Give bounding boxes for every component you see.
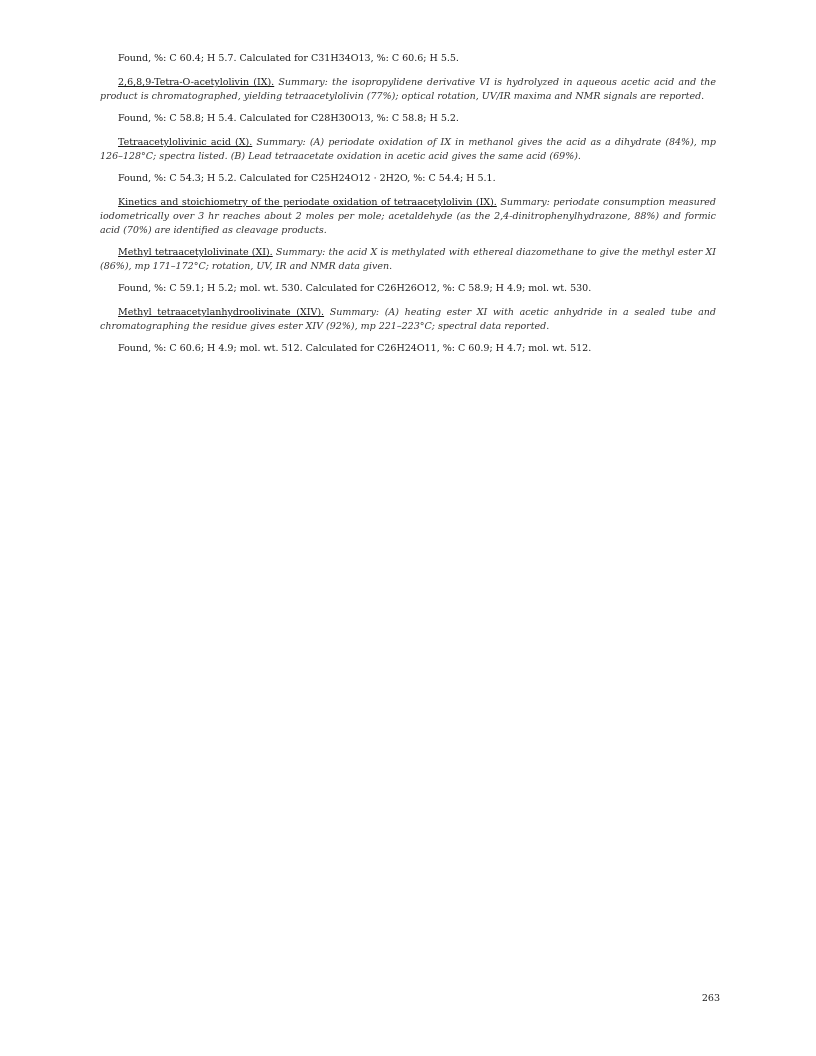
- section-paragraph: [100, 246, 716, 274]
- section-heading: 2,6,8,9-Tetra-O-acetylolivin (IX).: [118, 77, 275, 88]
- section-summary: Summary: periodate consumption measured iodometrically over 3 hr reaches about 2 moles per mole; acetaldehyde (as the 2,4-dinitrophenylhydrazone, 88%) and formic acid (70%) are identified as cleavage products.: [100, 197, 716, 236]
- section-heading: Methyl tetraacetylolivinate (XI).: [118, 247, 273, 258]
- section-anhydroolivinate: [100, 306, 716, 356]
- section-summary: Summary: the isopropylidene derivative VI is hydrolyzed in aqueous acetic acid and the product is chromatographed, yielding tetraacetylolivin (77%); optical rotation, UV/IR maxima and NMR signals are reported.: [100, 77, 716, 102]
- section-summary: Summary: the acid X is methylated with ethereal diazomethane to give the methyl ester XI (86%), mp 171–172°C; rotation, UV, IR and NMR data given.: [100, 247, 716, 272]
- section-paragraph: [100, 136, 716, 164]
- section-summary: Summary: (A) periodate oxidation of IX in methanol gives the acid as a dihydrate (84%), mp 126–128°C; spectra listed. (B) Lead tetraacetate oxidation in acetic acid gives the same acid (69%).: [100, 137, 716, 162]
- section-tetraacetylolivinic-acid: [100, 136, 716, 186]
- section-methyl-ester: [100, 246, 716, 296]
- section-summary: Summary: (A) heating ester XI with acetic anhydride in a sealed tube and chromatographing the residue gives ester XIV (92%), mp 221–223°C; spectral data reported.: [100, 307, 716, 332]
- section-paragraph: [100, 76, 716, 104]
- section-tetraacetylolivin: [100, 76, 716, 126]
- found-analysis: Found, %: C 59.1; H 5.2; mol. wt. 530. Calculated for C26H26O12, %: C 58.9; H 4.9; mol. wt. 530.: [118, 283, 592, 294]
- section-paragraph: [100, 196, 716, 238]
- section-periodate-kinetics: [100, 196, 716, 238]
- page-number: 263: [701, 993, 720, 1004]
- section-paragraph: [100, 306, 716, 334]
- section-heading: Tetraacetylolivinic acid (X).: [118, 137, 253, 148]
- found-analysis: Found, %: C 60.6; H 4.9; mol. wt. 512. Calculated for C26H24O11, %: C 60.9; H 4.7; mol. wt. 512.: [118, 343, 592, 354]
- section-heading: Methyl tetraacetylanhydroolivinate (XIV).: [118, 307, 325, 318]
- found-analysis-intro: Found, %: C 60.4; H 5.7. Calculated for C31H34O13, %: C 60.6; H 5.5.: [118, 53, 459, 64]
- found-analysis: Found, %: C 54.3; H 5.2. Calculated for C25H24O12 · 2H2O, %: C 54.4; H 5.1.: [118, 173, 496, 184]
- found-analysis: Found, %: C 58.8; H 5.4. Calculated for C28H30O13, %: C 58.8; H 5.2.: [118, 113, 459, 124]
- section-heading: Kinetics and stoichiometry of the periodate oxidation of tetraacetylolivin (IX).: [118, 197, 497, 208]
